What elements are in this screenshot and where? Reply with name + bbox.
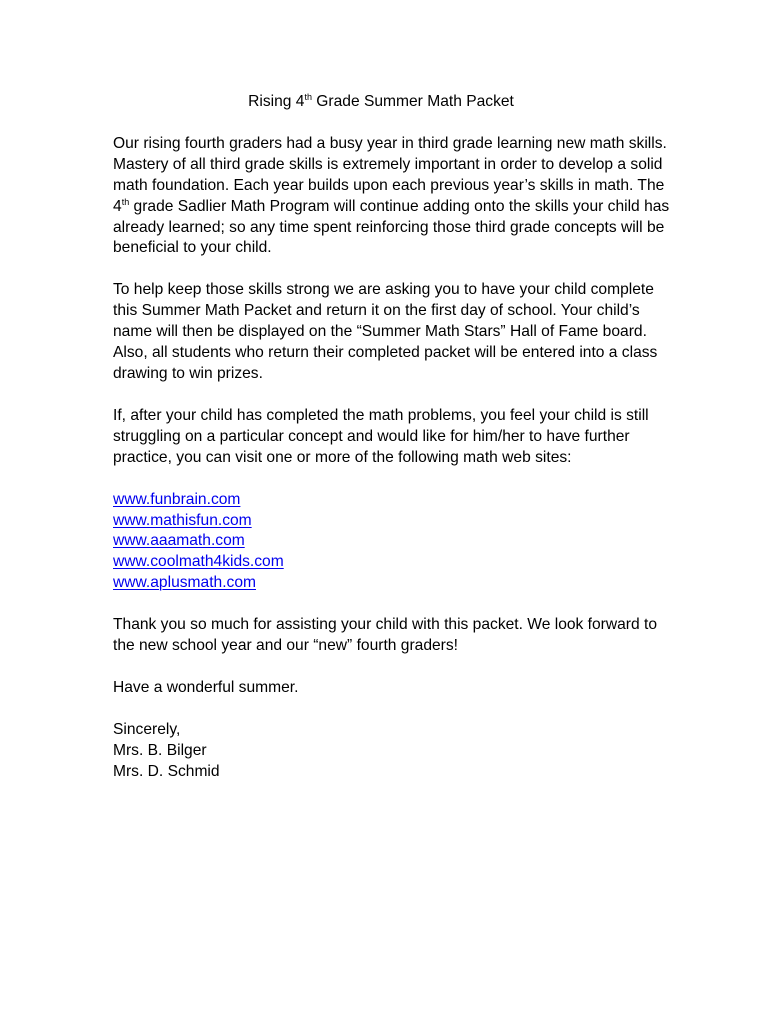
closing-salutation: Sincerely, bbox=[113, 720, 181, 738]
intro-paragraph-part2: grade Sadlier Math Program will continue adding onto the skills your child has already learned; so any time spent reinforcing those third grade concepts will be beneficial to your child. bbox=[113, 197, 670, 257]
signer-name: Mrs. B. Bilger bbox=[113, 741, 207, 759]
title-text-before: Rising 4 bbox=[248, 93, 305, 110]
link-aplusmath[interactable]: www.aplusmath.com bbox=[113, 574, 256, 592]
title-superscript: th bbox=[304, 92, 312, 102]
document-title bbox=[113, 92, 649, 113]
closing-block bbox=[113, 720, 673, 783]
thank-you-paragraph: Thank you so much for assisting your child with this packet. We look forward to the new school year and our “new” fourth graders! bbox=[113, 616, 657, 655]
request-paragraph: To help keep those skills strong we are asking you to have your child complete this Summer Math Packet and return it on the first day of school. Your child’s name will then be displayed on the “Summer Math Stars” Hall of Fame board. Also, all students who return their completed packet will be entered into a class drawing to win prizes. bbox=[113, 281, 658, 382]
practice-paragraph: If, after your child has completed the math problems, you feel your child is still struggling on a particular concept and would like for him/her to have further practice, you can visit one or more of the following math web sites: bbox=[113, 406, 649, 466]
link-funbrain[interactable]: www.funbrain.com bbox=[113, 490, 241, 508]
summer-wish-paragraph: Have a wonderful summer. bbox=[113, 678, 299, 696]
signer-name: Mrs. D. Schmid bbox=[113, 762, 220, 780]
link-coolmath4kids[interactable]: www.coolmath4kids.com bbox=[113, 553, 284, 571]
website-link-list bbox=[113, 490, 673, 595]
title-text-after: Grade Summer Math Packet bbox=[311, 93, 514, 110]
letter-body bbox=[113, 92, 673, 783]
link-aaamath[interactable]: www.aaamath.com bbox=[113, 532, 245, 550]
intro-paragraph-superscript: th bbox=[121, 196, 130, 207]
intro-paragraph bbox=[113, 134, 673, 259]
intro-paragraph-part1: Our rising fourth graders had a busy year in third grade learning new math skills. Mastery of all third grade skills is extremely important in order to develop a solid math foundation. Each year builds upon each previous year’s skills in math. The 4 bbox=[113, 134, 667, 215]
link-mathisfun[interactable]: www.mathisfun.com bbox=[113, 511, 252, 529]
